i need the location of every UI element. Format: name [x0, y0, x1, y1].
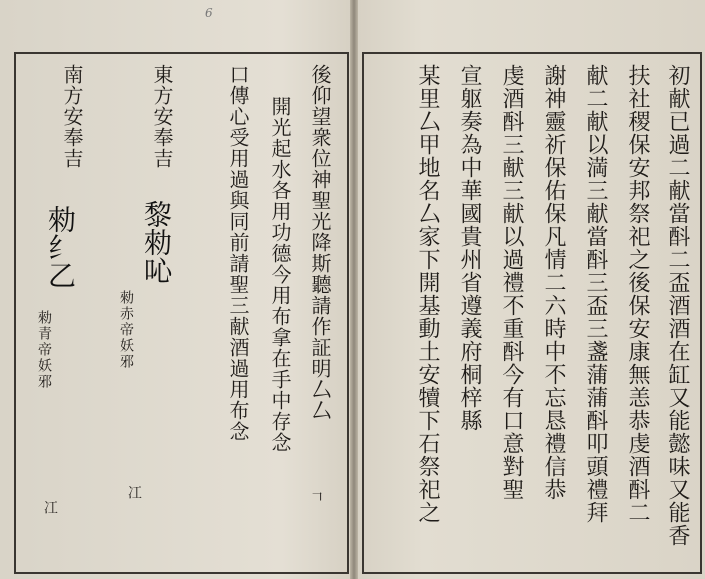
page-number: 6	[205, 6, 213, 20]
left-column-1: 後仰望衆位神聖光降斯聽請作証明厶厶	[308, 64, 332, 421]
right-column-2: 扶社稷保安邦祭祀之後保安康無恙恭虔酒酙二	[625, 64, 650, 524]
signature-mark-south: 勑纟乙	[44, 205, 77, 289]
right-column-1: 初献已過二献當酙二盃酒酒在缸又能懿味又能香	[665, 64, 690, 547]
right-column-3: 献二献以満三献當酙三盃三盞蒲蒲酙叩頭禮拜	[583, 64, 608, 524]
right-column-6: 宣躯奏為中華國貴州省遵義府桐梓縣	[457, 64, 482, 432]
right-column-4: 謝神靈祈保佑保凡情二六時中不忘恳禮信恭	[541, 64, 566, 501]
closing-mark-2: 冮	[126, 485, 142, 501]
left-column-5: 勑赤帝妖邪	[118, 290, 134, 370]
signature-mark-east: 黎勑吣	[140, 200, 173, 284]
left-column-7: 勑青帝妖邪	[36, 310, 52, 390]
right-column-7: 某里厶甲地名厶家下開基動土安犢下石祭祀之	[415, 64, 440, 524]
left-column-3: 口傳心受用過與同前請聖三献酒過用布念	[226, 64, 250, 442]
closing-mark-1: 𠃍	[308, 490, 324, 506]
right-column-5: 虔酒酙三献三献以過禮不重酙今有口意對聖	[499, 64, 524, 501]
left-column-4: 東方安奉吉	[150, 64, 174, 169]
left-column-2: 開光起水各用功德今用布拿在手中存念	[268, 96, 292, 453]
book-gutter	[350, 0, 358, 579]
closing-mark-3: 冮	[42, 500, 58, 516]
left-column-6: 南方安奉吉	[60, 64, 84, 169]
